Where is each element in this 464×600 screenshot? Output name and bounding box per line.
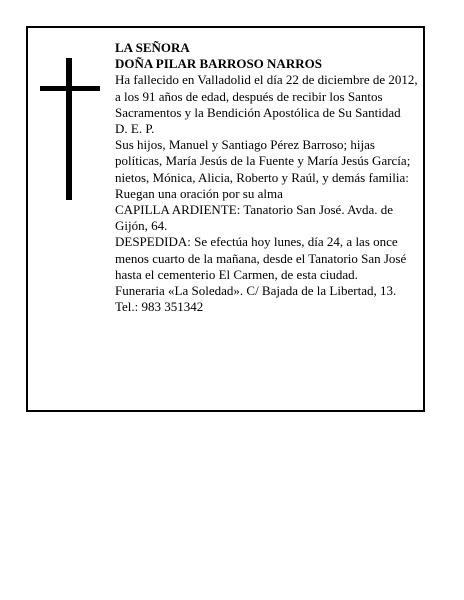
rip-abbreviation: D. E. P. — [115, 121, 155, 137]
cross-horizontal-bar — [40, 86, 100, 91]
farewell-info: DESPEDIDA: Se efectúa hoy lunes, día 24, a las once menos cuarto de la mañana, desde el Tanatorio San José hasta el cementerio El Carmen, de esta ciudad. — [115, 234, 407, 282]
phone-number: Tel.: 983 351342 — [115, 299, 204, 315]
notice-heading-title: LA SEÑORA — [115, 40, 190, 55]
cross-icon — [40, 58, 100, 200]
obituary-notice — [26, 26, 425, 412]
cross-vertical-bar — [66, 58, 72, 200]
death-announcement: Ha fallecido en Valladolid el día 22 de diciembre de 2012, a los 91 años de edad, después de recibir los Santos Sacramentos y la Bendición Apostólica de Su Santidad — [115, 72, 418, 120]
family-list: Sus hijos, Manuel y Santiago Pérez Barroso; hijas políticas, María Jesús de la Fuente y María Jesús García; nietos, Mónica, Alicia, Roberto y Raúl, y demás familia: — [115, 137, 411, 185]
chapel-info: CAPILLA ARDIENTE: Tanatorio San José. Avda. de Gijón, 64. — [115, 202, 394, 234]
notice-body — [115, 40, 423, 315]
prayer-request: Ruegan una oración por su alma — [115, 185, 283, 201]
funeral-home-info: Funeraria «La Soledad». C/ Bajada de la Libertad, 13. — [115, 283, 397, 299]
deceased-name: DOÑA PILAR BARROSO NARROS — [115, 56, 322, 72]
